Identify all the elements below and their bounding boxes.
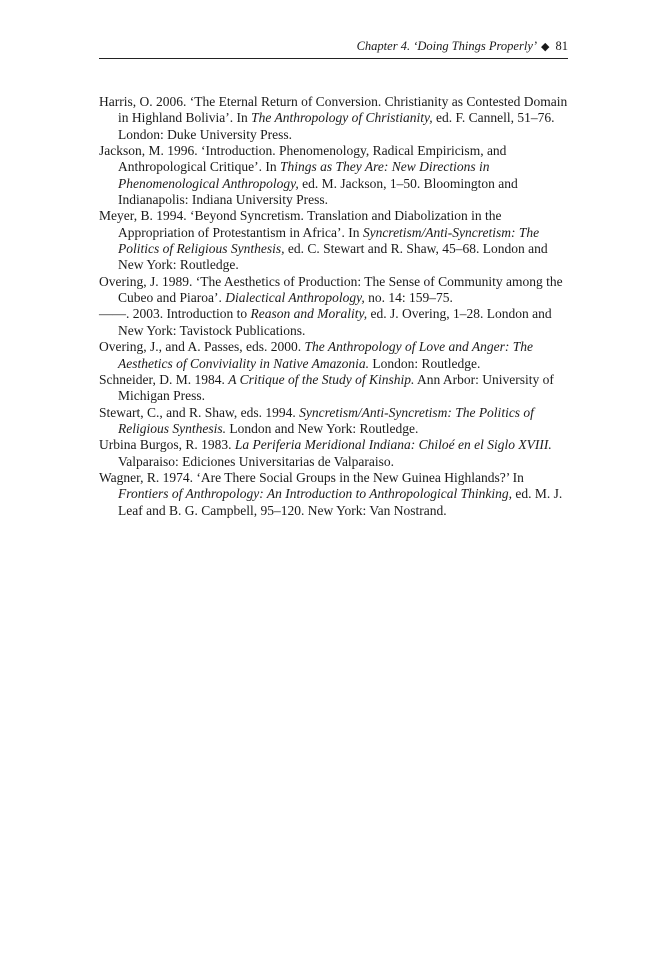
chapter-title: Chapter 4. ‘Doing Things Properly’ xyxy=(356,39,538,53)
reference-entry-meyer: Meyer, B. 1994. ‘Beyond Syncretism. Translation and Diabolization in the Appropriation of Protestantism in Africa’. In Syncretism/Anti-Syncretism: The Politics of Religious Synthesis, ed. C. Stewart and R. Shaw, 45–68. London and New York: Routledge. xyxy=(99,208,548,273)
reference-list xyxy=(99,94,569,519)
reference-entry-urbina-burgos: Urbina Burgos, R. 1983. La Periferia Meridional Indiana: Chiloé en el Siglo XVIII. Valparaiso: Ediciones Universitarias de Valparaiso. xyxy=(99,437,552,469)
diamond-separator-icon: ◆ xyxy=(541,41,550,53)
reference-entry-schneider: Schneider, D. M. 1984. A Critique of the Study of Kinship. Ann Arbor: University of Michigan Press. xyxy=(99,371,554,404)
page-number: 81 xyxy=(555,39,568,53)
reference-entry-stewart-shaw: Stewart, C., and R. Shaw, eds. 1994. Syncretism/Anti-Syncretism: The Politics of Religious Synthesis. London and New York: Routledge. xyxy=(99,404,534,436)
reference-entry-harris: Harris, O. 2006. ‘The Eternal Return of Conversion. Christianity as Contested Domain in Highland Bolivia’. In The Anthropology of Christianity, ed. F. Cannell, 51–76. London: Duke University Press. xyxy=(99,94,568,142)
header-rule xyxy=(99,58,568,59)
reference-entry-overing-2003: ——. 2003. Introduction to Reason and Morality, ed. J. Overing, 1–28. London and New York: Tavistock Publications. xyxy=(99,306,552,338)
reference-entry-jackson: Jackson, M. 1996. ‘Introduction. Phenomenology, Radical Empiricism, and Anthropological Critique’. In Things as They Are: New Directions in Phenomenological Anthropology, ed. M. Jackson, 1–50. Bloomington and Indianapolis: Indiana University Press. xyxy=(99,143,518,208)
running-head xyxy=(357,37,568,56)
reference-entry-overing-passes: Overing, J., and A. Passes, eds. 2000. The Anthropology of Love and Anger: The Aesthetics of Conviviality in Native Amazonia. London: Routledge. xyxy=(99,339,533,371)
reference-entry-overing-1989: Overing, J. 1989. ‘The Aesthetics of Production: The Sense of Community among the Cubeo and Piaroa’. Dialectical Anthropology, no. 14: 159–75. xyxy=(99,273,563,306)
reference-entry-wagner: Wagner, R. 1974. ‘Are There Social Groups in the New Guinea Highlands?’ In Frontiers of Anthropology: An Introduction to Anthropological Thinking, ed. M. J. Leaf and B. G. Campbell, 95–120. New York: Van Nostrand. xyxy=(99,469,563,518)
